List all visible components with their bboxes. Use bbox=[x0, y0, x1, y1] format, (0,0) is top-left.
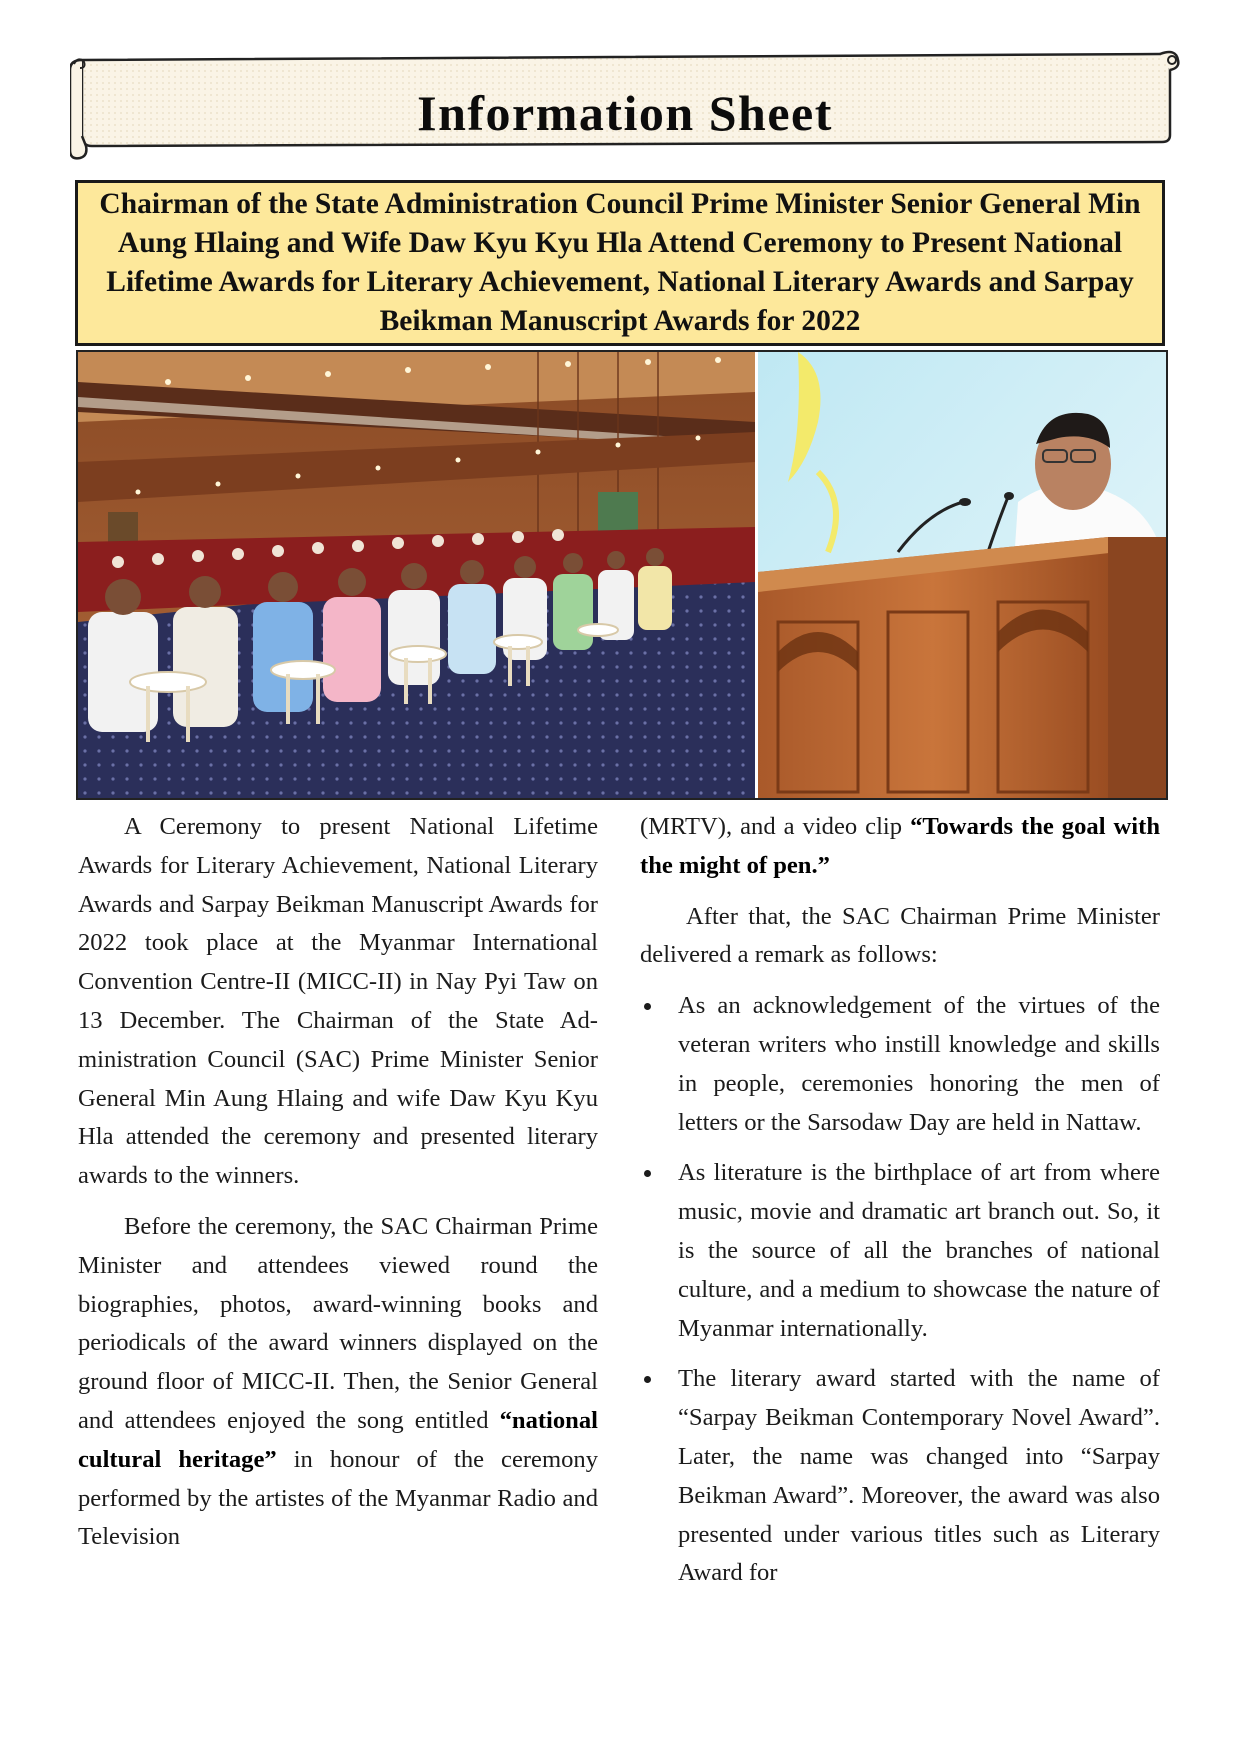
ceremony-hall-photo bbox=[78, 352, 755, 798]
left-column bbox=[78, 808, 598, 1569]
bullet-item: The literary award started with the name of “Sarpay Beikman Contemporary Novel Award”. Later, the name was changed into “Sarpay Beikman Award”. Moreover, the award was also presented under various titles such as Literary Award for bbox=[640, 1360, 1160, 1593]
paragraph-before-ceremony: Before the ceremony, the SAC Chairman Prime Minister and attendees viewed round the biographies, photos, award-winning books and periodicals of the award winners displayed on the ground floor of MICC-II. Then, the Senior General and attendees enjoyed the song entitled “national cultural heritage” in honour of the ceremony performed by the artistes of the Myanmar Radio and Television bbox=[78, 1212, 598, 1551]
page-title: Information Sheet bbox=[417, 85, 833, 141]
remark-bullet-list bbox=[640, 987, 1160, 1593]
paragraph-continuation: (MRTV), and a video clip “Towards the goal with the might of pen.” bbox=[640, 813, 1160, 879]
scroll-banner bbox=[70, 50, 1180, 170]
paragraph-remark-intro: After that, the SAC Chairman Prime Minister delivered a remark as follows: bbox=[640, 902, 1160, 969]
headline-box bbox=[75, 180, 1165, 346]
paragraph-intro: A Ceremony to present National Lifetime Awards for Literary Achievement, National Literary Awards and Sarpay Beikman Manuscript Awards for 2022 took place at the Myanmar International Convention Centre-II (MICC-II) in Nay Pyi Taw on 13 December. The Chairman of the State Administration Council (SAC) Prime Minister Senior General Min Aung Hlaing and wife Daw Kyu Kyu Hla attended the ceremony and presented literary awards to the winners. bbox=[78, 813, 598, 1190]
headline-text: Chairman of the State Administration Council Prime Minister Senior General Min Aung Hlaing and Wife Daw Kyu Kyu Hla Attend Ceremony to Present National Lifetime Awards for Literary Achievement, National Literary Awards and Sarpay Beikman Manuscript Awards for 2022 bbox=[99, 188, 1141, 337]
video-clip-title: “Towards the goal with the might of pen.” bbox=[640, 813, 1160, 879]
right-column bbox=[640, 808, 1160, 1605]
speaker-photo bbox=[758, 352, 1166, 798]
bullet-item: As literature is the birthplace of art from where music, movie and dramatic art branch out. So, it is the source of all the branches of national culture, and a medium to showcase the nature of Myanmar internationally. bbox=[640, 1154, 1160, 1348]
bullet-item: As an acknowledgement of the virtues of the veteran writers who instill knowledge and skills in people, ceremonies honoring the men of letters or the Sarsodaw Day are held in Nattaw. bbox=[640, 987, 1160, 1142]
song-title: “national cultural heritage” bbox=[78, 1406, 598, 1473]
